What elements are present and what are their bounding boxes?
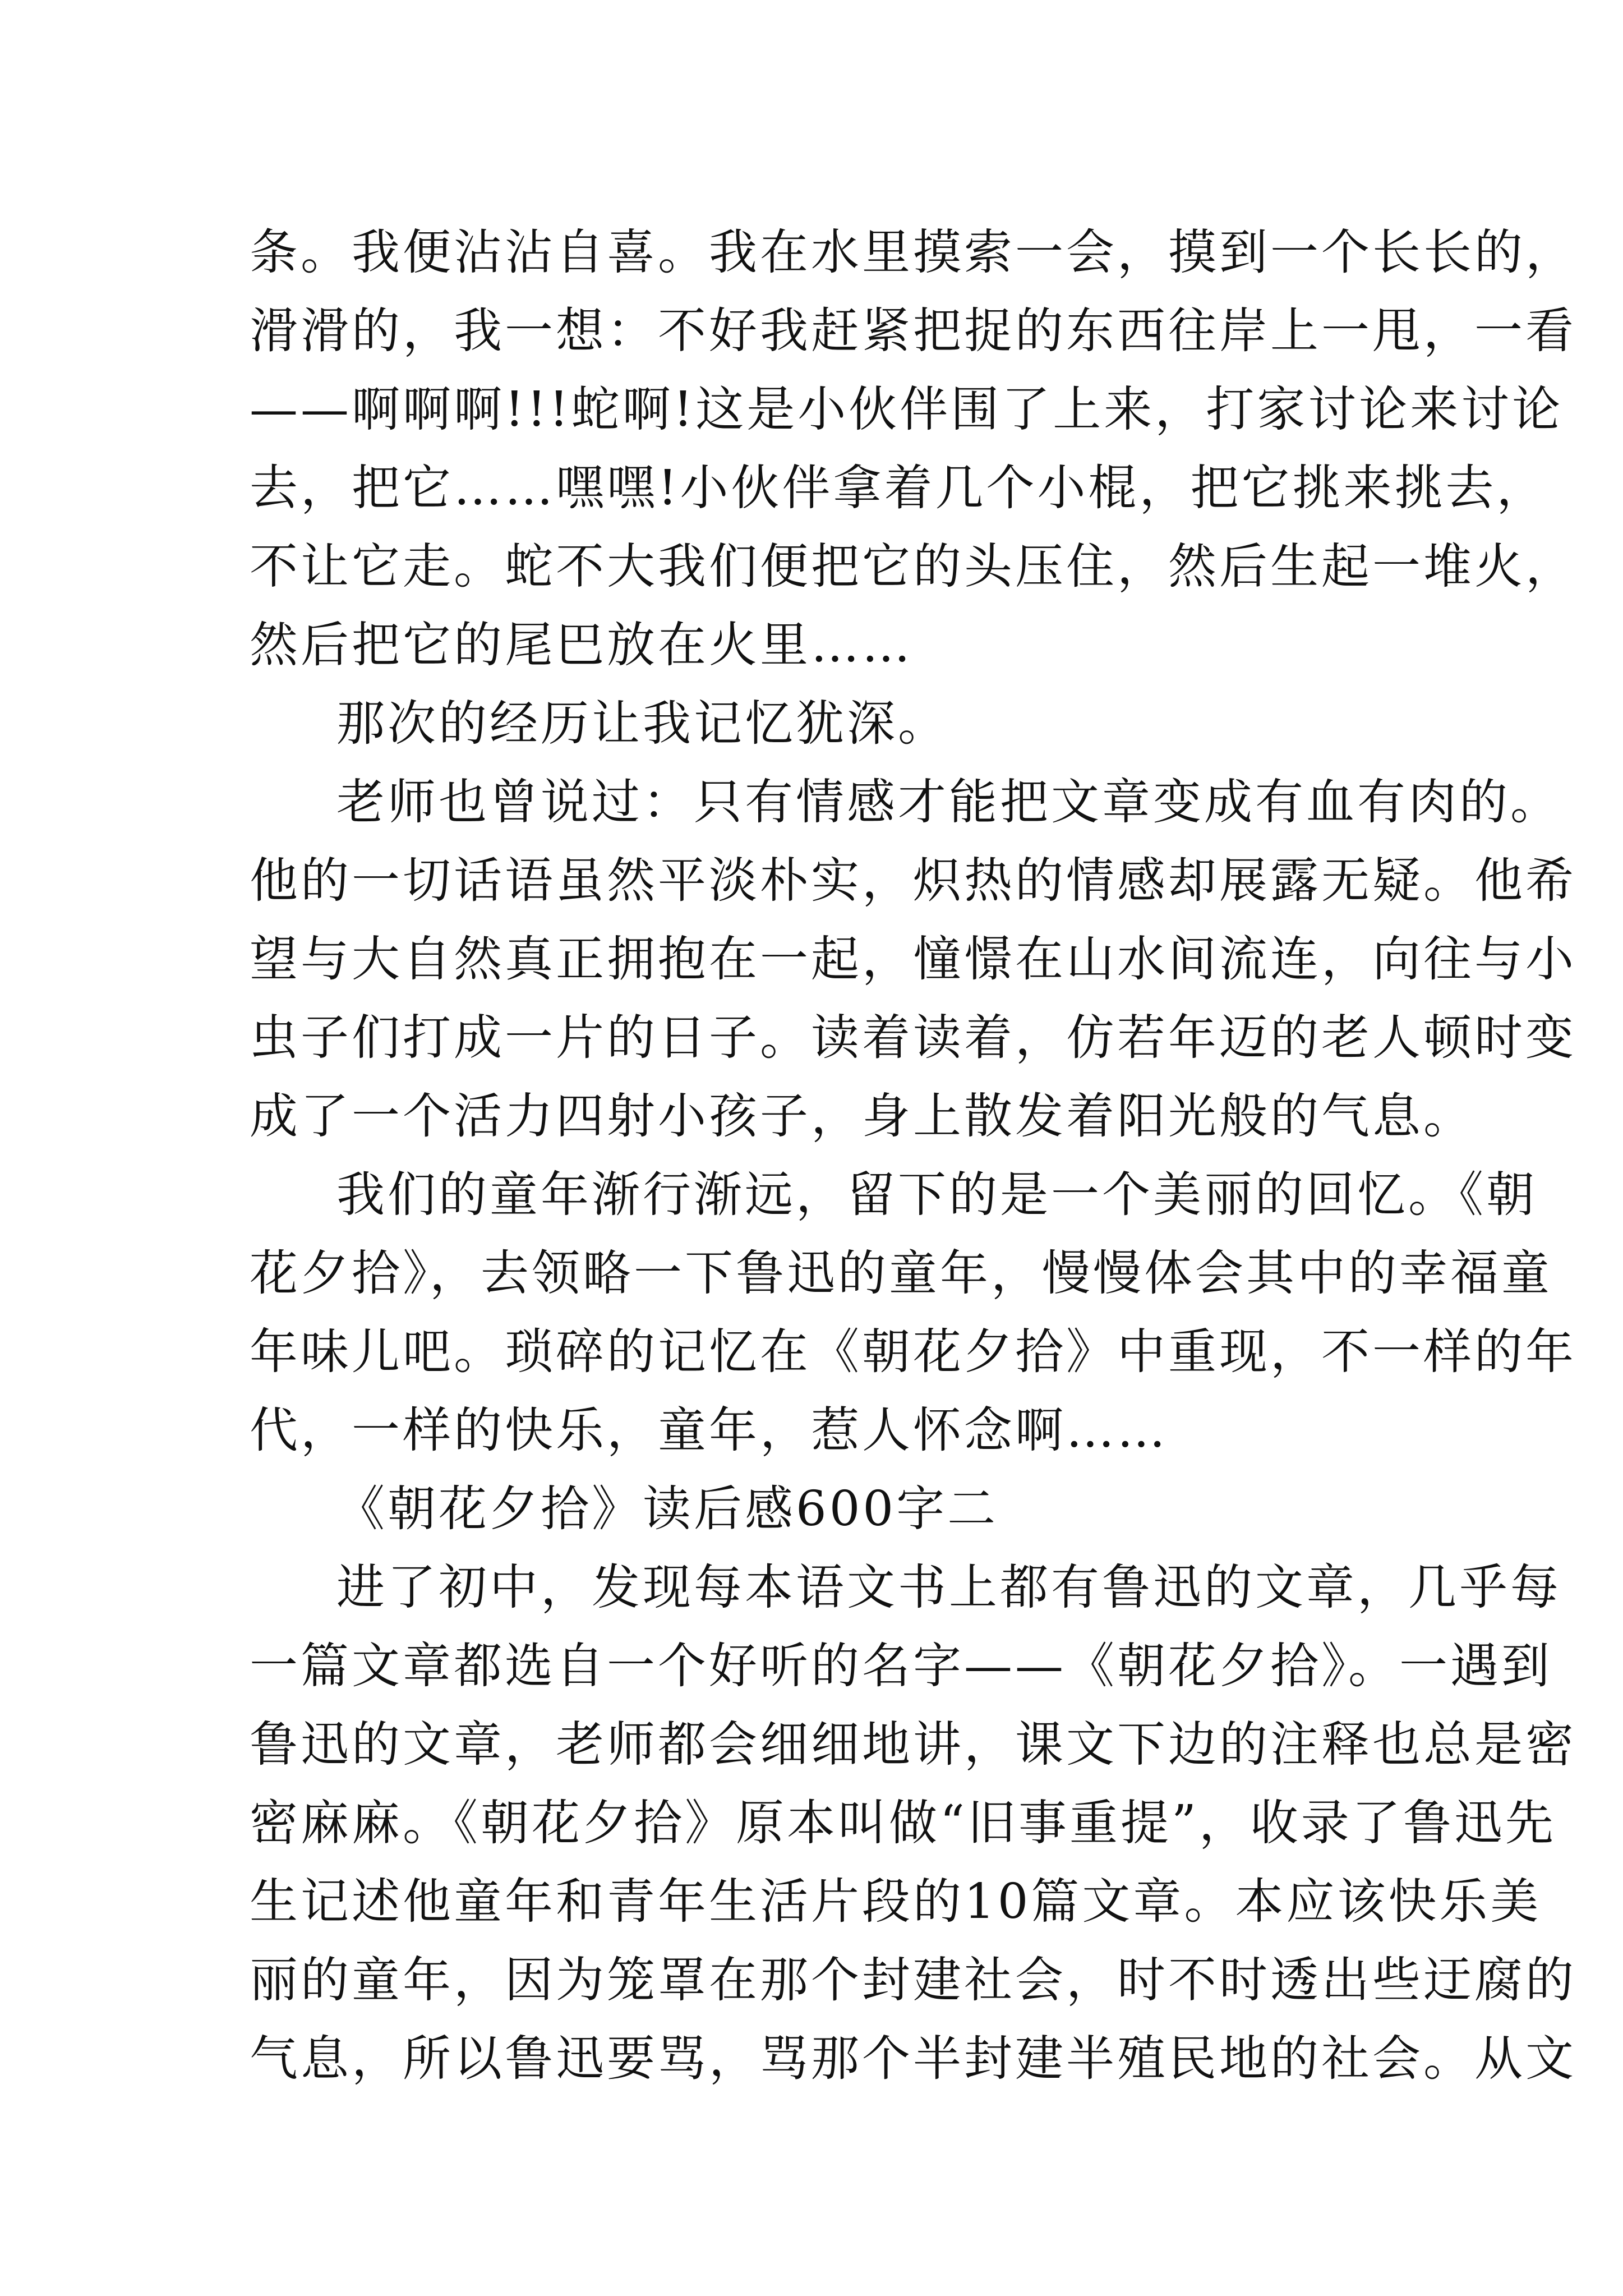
text-line: 一篇文章都选自一个好听的名字——《朝花夕拾》。一遇到 xyxy=(250,1638,1552,1694)
text-line: 代，一样的快乐，童年，惹人怀念啊…… xyxy=(250,1402,1168,1458)
section-heading: 《朝花夕拾》读后感600字二 xyxy=(336,1481,999,1537)
paragraph-start-line: 进了初中，发现每本语文书上都有鲁迅的文章，几乎每 xyxy=(336,1559,1561,1616)
text-line: 年味儿吧。琐碎的记忆在《朝花夕拾》中重现，不一样的年 xyxy=(250,1324,1576,1380)
text-line: 条。我便沾沾自喜。我在水里摸索一会，摸到一个长长的， xyxy=(250,224,1576,280)
text-line: 生记述他童年和青年生活片段的10篇文章。本应该快乐美 xyxy=(250,1874,1542,1930)
text-line: 虫子们打成一片的日子。读着读着，仿若年迈的老人顿时变 xyxy=(250,1010,1576,1066)
text-line: 花夕拾》，去领略一下鲁迅的童年，慢慢体会其中的幸福童 xyxy=(250,1245,1552,1301)
paragraph-start-line: 老师也曾说过：只有情感才能把文章变成有血有肉的。 xyxy=(336,774,1561,830)
text-line: 鲁迅的文章，老师都会细细地讲，课文下边的注释也总是密 xyxy=(250,1717,1576,1773)
paragraph-start-line: 我们的童年渐行渐远，留下的是一个美丽的回忆。《朝 xyxy=(336,1167,1537,1223)
text-line: 望与大自然真正拥抱在一起，憧憬在山水间流连，向往与小 xyxy=(250,931,1576,987)
text-line: 不让它走。蛇不大我们便把它的头压住，然后生起一堆火， xyxy=(250,539,1576,595)
text-line: 气息，所以鲁迅要骂，骂那个半封建半殖民地的社会。从文 xyxy=(250,2031,1576,2087)
paragraph-start-line: 那次的经历让我记忆犹深。 xyxy=(336,696,949,752)
text-line: 滑滑的，我一想：不好我赶紧把捉的东西往岸上一甩，一看 xyxy=(250,303,1576,359)
text-line: 密麻麻。《朝花夕拾》原本叫做“旧事重提”，收录了鲁迅先 xyxy=(250,1795,1556,1851)
text-line: 成了一个活力四射小孩子，身上散发着阳光般的气息。 xyxy=(250,1088,1474,1144)
text-line: 他的一切话语虽然平淡朴实，炽热的情感却展露无疑。他希 xyxy=(250,853,1576,909)
text-line: 丽的童年，因为笼罩在那个封建社会，时不时透出些迂腐的 xyxy=(250,1952,1576,2008)
text-line: 去，把它……嘿嘿!小伙伴拿着几个小棍，把它挑来挑去， xyxy=(250,460,1548,516)
text-line: ——啊啊啊!!!蛇啊!这是小伙伴围了上来，打家讨论来讨论 xyxy=(250,381,1564,438)
text-line: 然后把它的尾巴放在火里…… xyxy=(250,617,913,673)
